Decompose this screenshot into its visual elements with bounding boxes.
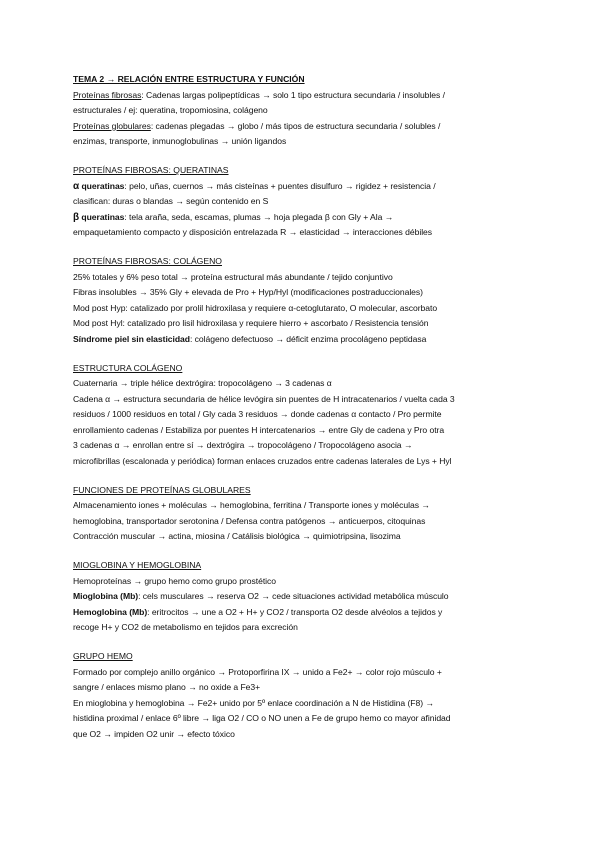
text-line xyxy=(73,285,533,301)
text-segment: 3 cadenas α → enrollan entre sí → dextrógira → tropocolágeno / Tropocolágeno asocia → xyxy=(73,440,413,451)
text-segment: que O2 → impiden O2 unir → efecto tóxico xyxy=(73,728,235,739)
text-line xyxy=(73,438,533,454)
text-segment: : cels musculares → reserva O2 → cede situaciones actividad metabólica músculo xyxy=(138,591,449,602)
section xyxy=(73,254,533,348)
text-segment: Cadena α → estructura secundaria de hélice levógira sin puentes de H intracatenarios / vuelta cada 3 xyxy=(73,393,455,404)
text-line xyxy=(73,316,533,332)
text-line xyxy=(73,620,533,636)
section-heading: PROTEÍNAS FIBROSAS: COLÁGENO xyxy=(73,255,222,266)
text-segment: Hemoproteínas → grupo hemo como grupo prostético xyxy=(73,575,277,586)
text-segment: empaquetamiento compacto y disposición entrelazada R → elasticidad → interacciones débiles xyxy=(73,227,433,238)
section xyxy=(73,361,533,470)
bold-term: Síndrome piel sin elasticidad xyxy=(73,333,190,344)
section xyxy=(73,558,533,636)
bold-term: Mioglobina (Mb) xyxy=(73,591,139,602)
text-segment: microfibrillas (escalonada y periódica) forman enlaces cruzados entre cadenas laterales de Lys + Hyl xyxy=(73,456,452,467)
text-segment: Almacenamiento iones + moléculas → hemoglobina, ferritina / Transporte iones y moléculas → xyxy=(73,500,430,511)
section-heading: FUNCIONES DE PROTEÍNAS GLOBULARES xyxy=(73,484,251,495)
text-segment: estructurales / ej: queratina, tropomiosina, colágeno xyxy=(73,105,268,116)
text-segment: Fibras insolubles → 35% Gly + elevada de Pro + Hyp/Hyl (modificaciones postraduccionales) xyxy=(73,287,423,298)
text-segment: : colágeno defectuoso → déficit enzima procolágeno peptidasa xyxy=(190,333,427,344)
text-segment: histidina proximal / enlace 6º libre → liga O2 / CO o NO unen a Fe de grupo hemo co mayor afinidad xyxy=(73,713,451,724)
section xyxy=(73,163,533,241)
text-line xyxy=(73,103,533,119)
section-heading: GRUPO HEMO xyxy=(73,651,133,661)
text-line xyxy=(73,210,533,226)
text-line xyxy=(73,711,533,727)
text-line xyxy=(73,301,533,317)
underlined-term: Proteínas fibrosas xyxy=(73,89,142,100)
text-line xyxy=(73,270,533,286)
text-segment: Contracción muscular → actina, miosina / Catálisis biológica → quimiotripsina, lisozima xyxy=(73,531,401,542)
section-heading: TEMA 2 → RELACIÓN ENTRE ESTRUCTURA Y FUNCIÓN xyxy=(73,74,305,84)
text-line xyxy=(73,407,533,423)
text-line xyxy=(73,332,533,348)
text-segment: Formado por complejo anillo orgánico → Protoporfirina IX → unido a Fe2+ → color rojo músculo + xyxy=(73,666,442,677)
text-line xyxy=(73,696,533,712)
text-segment: enrollamiento cadenas / Estabiliza por puentes H intercatenarios → entre Gly de cadena y Pro otra xyxy=(73,424,445,435)
text-line xyxy=(73,514,533,530)
text-segment: Cuaternaria → triple hélice dextrógira: tropocolágeno → 3 cadenas α xyxy=(73,378,332,389)
text-line xyxy=(73,529,533,545)
text-segment: Mod post Hyp: catalizado por prolil hidroxilasa y requiere α-cetoglutarato, O molecular, ascorbato xyxy=(73,302,438,313)
text-line xyxy=(73,589,533,605)
section-heading: MIOGLOBINA Y HEMOGLOBINA xyxy=(73,560,202,571)
text-segment: : cadenas plegadas → globo / más tipos de estructura secundaria / solubles / xyxy=(150,120,441,131)
text-segment: Mod post Hyl: catalizado pro lisil hidroxilasa y requiere hierro + ascorbato / Resistencia tensión xyxy=(73,318,429,329)
text-line xyxy=(73,88,533,104)
text-line xyxy=(73,194,533,210)
text-line xyxy=(73,605,533,621)
text-segment: residuos / 1000 residuos en total / Gly cada 3 residuos → donde cadenas α contacto / Pro permite xyxy=(73,409,442,420)
section xyxy=(73,72,533,150)
text-line xyxy=(73,574,533,590)
text-line xyxy=(73,680,533,696)
greek-letter: β xyxy=(73,211,80,223)
text-segment: recoge H+ y CO2 de metabolismo en tejidos para excreción xyxy=(73,622,298,633)
bold-term: queratinas xyxy=(79,180,125,191)
text-segment: : eritrocitos → une a O2 + H+ y CO2 / transporta O2 desde alvéolos a tejidos y xyxy=(147,606,443,617)
text-segment: enzimas, transporte, inmunoglobulinas → unión ligandos xyxy=(73,136,287,147)
text-segment: 25% totales y 6% peso total → proteína estructural más abundante / tejido conjuntivo xyxy=(73,271,393,282)
bold-term: queratinas xyxy=(79,211,125,222)
text-line xyxy=(73,423,533,439)
text-segment: clasifican: duras o blandas → según contenido en S xyxy=(73,196,269,207)
text-segment: hemoglobina, transportador serotonina / Defensa contra patógenos → anticuerpos, citoquinas xyxy=(73,515,426,526)
text-segment: : tela araña, seda, escamas, plumas → hoja plegada β con Gly + Ala → xyxy=(124,211,394,222)
text-line xyxy=(73,119,533,135)
text-line xyxy=(73,665,533,681)
text-line xyxy=(73,454,533,470)
text-line xyxy=(73,225,533,241)
text-line xyxy=(73,727,533,743)
text-segment: : pelo, uñas, cuernos → más cisteínas + puentes disulfuro → rigidez + resistencia / xyxy=(124,180,436,191)
section-heading: PROTEÍNAS FIBROSAS: QUERATINAS xyxy=(73,164,229,175)
document-page xyxy=(73,72,533,756)
section xyxy=(73,483,533,545)
bold-term: Hemoglobina (Mb) xyxy=(73,606,148,617)
section xyxy=(73,649,533,743)
section-heading: ESTRUCTURA COLÁGENO xyxy=(73,362,183,373)
text-segment: En mioglobina y hemoglobina → Fe2+ unido por 5º enlace coordinación a N de Histidina (F8) → xyxy=(73,697,434,708)
text-line xyxy=(73,179,533,195)
text-line xyxy=(73,134,533,150)
greek-letter: α xyxy=(73,180,80,192)
text-line xyxy=(73,498,533,514)
text-line xyxy=(73,392,533,408)
text-segment: : Cadenas largas polipeptídicas → solo 1 tipo estructura secundaria / insolubles / xyxy=(141,89,445,100)
text-line xyxy=(73,376,533,392)
text-segment: sangre / enlaces mismo plano → no oxide a Fe3+ xyxy=(73,682,261,693)
underlined-term: Proteínas globulares xyxy=(73,120,151,131)
